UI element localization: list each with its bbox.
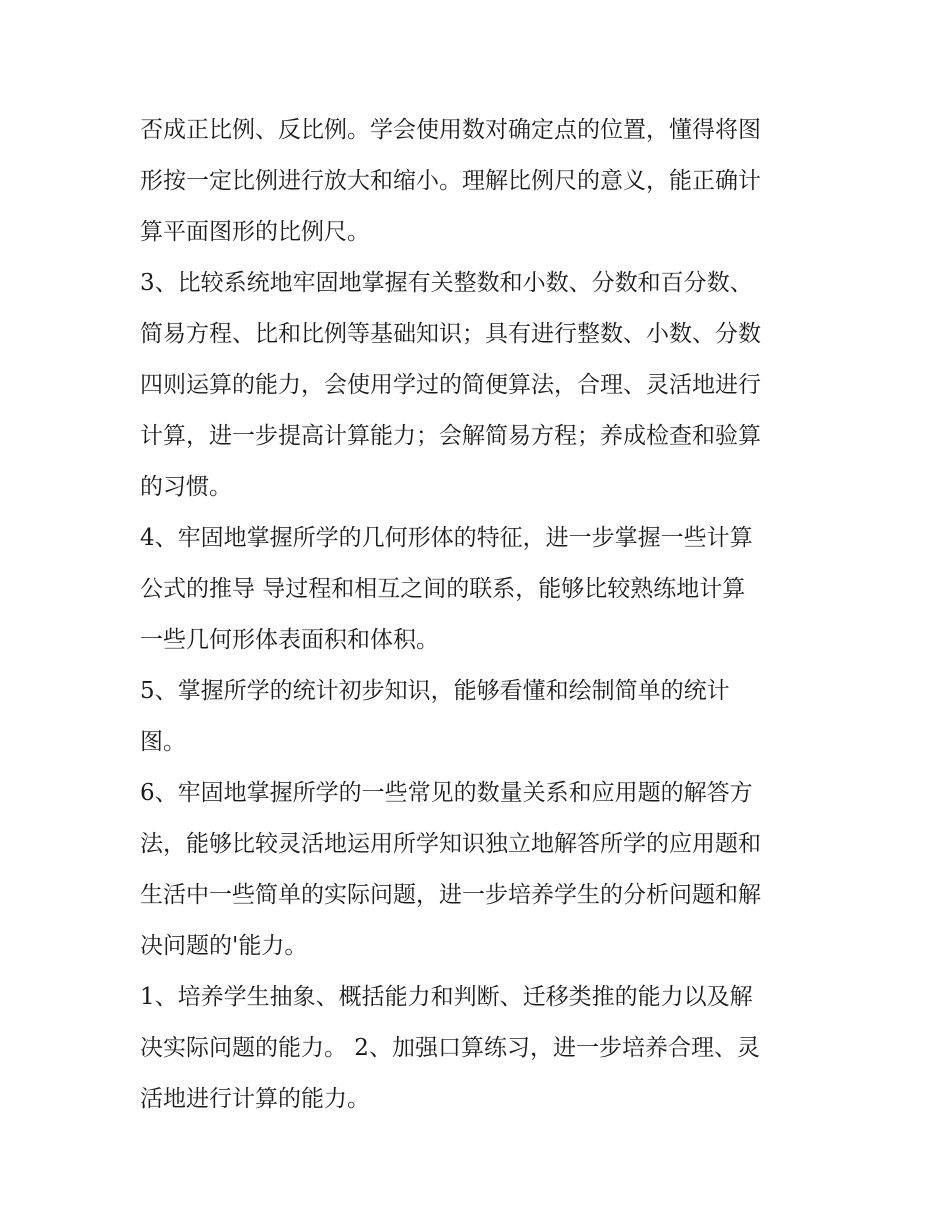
text-line: 生活中一些简单的实际问题，进一步培养学生的分析问题和解 [140, 882, 761, 908]
text-line: 计算，进一步提高计算能力；会解简易方程；养成检查和验算 [140, 423, 761, 449]
text-line: 形按一定比例进行放大和缩小。理解比例尺的意义，能正确计 [140, 168, 761, 194]
text-line: 算平面图形的比例尺。 [140, 219, 370, 245]
text-line: 1、培养学生抽象、概括能力和判断、迁移类推的能力以及解 [140, 984, 753, 1010]
text-line: 法，能够比较灵活地运用所学知识独立地解答所学的应用题和 [140, 831, 761, 857]
text-line: 决问题的'能力。 [140, 933, 308, 959]
text-line: 否成正比例、反比例。学会使用数对确定点的位置，懂得将图 [140, 117, 761, 143]
text-line: 图。 [140, 729, 186, 755]
document-body [140, 105, 820, 1125]
text-line: 3、比较系统地牢固地掌握有关整数和小数、分数和百分数、 [140, 270, 753, 296]
text-line: 公式的推导 导过程和相互之间的联系，能够比较熟练地计算 [140, 576, 746, 602]
text-line: 的习惯。 [140, 474, 232, 500]
text-line: 5、掌握所学的统计初步知识，能够看懂和绘制简单的统计 [140, 678, 730, 704]
text-line: 一些几何形体表面积和体积。 [140, 627, 439, 653]
text-line: 决实际问题的能力。 2、加强口算练习，进一步培养合理、灵 [140, 1035, 760, 1061]
text-line: 简易方程、比和比例等基础知识；具有进行整数、小数、分数 [140, 321, 761, 347]
text-line: 四则运算的能力，会使用学过的简便算法，合理、灵活地进行 [140, 372, 761, 398]
text-line: 4、牢固地掌握所学的几何形体的特征，进一步掌握一些计算 [140, 525, 753, 551]
text-line: 6、牢固地掌握所学的一些常见的数量关系和应用题的解答方 [140, 780, 753, 806]
text-line: 活地进行计算的能力。 [140, 1086, 370, 1112]
